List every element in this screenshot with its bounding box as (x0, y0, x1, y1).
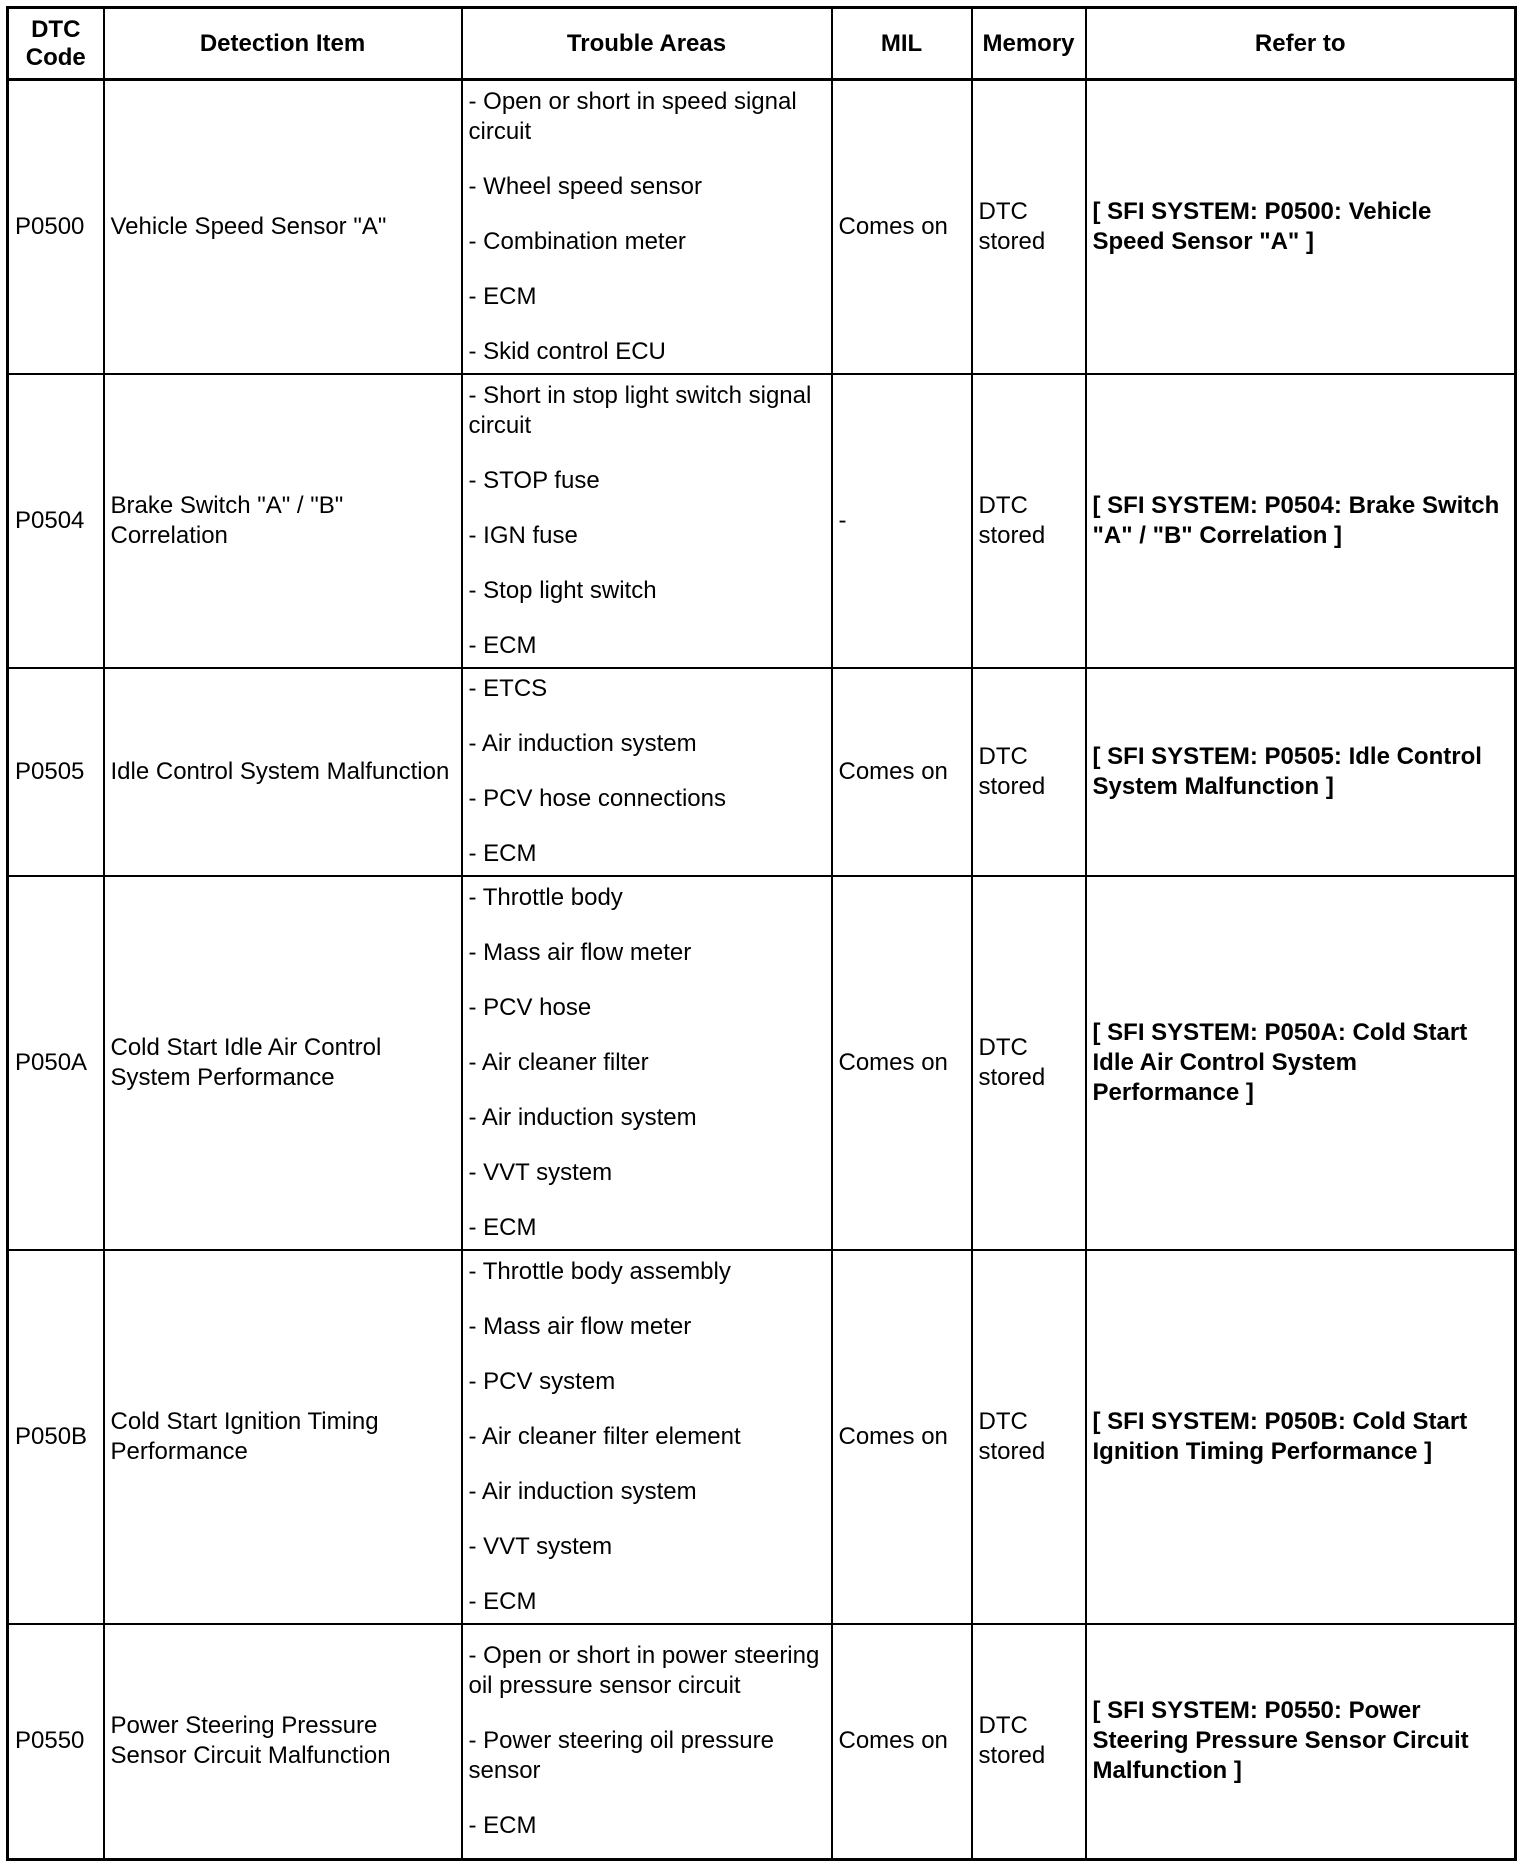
header-mil: MIL (832, 8, 972, 80)
header-detection-item: Detection Item (104, 8, 462, 80)
trouble-area-item: - Power steering oil pressure sensor (468, 1727, 774, 1785)
table-row (8, 374, 1516, 668)
refer-to-link[interactable]: [ SFI SYSTEM: P050B: Cold Start Ignition Timing Performance ] (1086, 1250, 1516, 1624)
memory-cell: DTC stored (972, 1250, 1086, 1624)
trouble-area-item: - Mass air flow meter (468, 938, 692, 966)
trouble-area-item: - Open or short in power steering oil pressure sensor circuit (468, 1642, 820, 1700)
dtc-code-cell: P050A (8, 876, 104, 1250)
trouble-area-item: - Mass air flow meter (468, 1312, 692, 1340)
header-memory: Memory (972, 8, 1086, 80)
trouble-areas-cell (462, 876, 832, 1250)
dtc-code-cell: P0500 (8, 80, 104, 374)
trouble-area-item: - Air cleaner filter (468, 1048, 649, 1076)
mil-cell: Comes on (832, 668, 972, 876)
table-row (8, 1250, 1516, 1624)
trouble-area-item: - Wheel speed sensor (468, 172, 702, 200)
header-refer-to: Refer to (1086, 8, 1516, 80)
trouble-areas-cell (462, 1624, 832, 1860)
trouble-area-item: - ECM (468, 282, 537, 310)
detection-item-cell: Brake Switch "A" / "B" Correlation (104, 374, 462, 668)
refer-to-link[interactable]: [ SFI SYSTEM: P050A: Cold Start Idle Air Control System Performance ] (1086, 876, 1516, 1250)
mil-cell: Comes on (832, 1250, 972, 1624)
refer-to-link[interactable]: [ SFI SYSTEM: P0504: Brake Switch "A" / "B" Correlation ] (1086, 374, 1516, 668)
trouble-area-item: - Short in stop light switch signal circuit (468, 381, 812, 439)
trouble-areas-cell (462, 1250, 832, 1624)
trouble-area-item: - Throttle body (468, 883, 623, 911)
refer-to-link[interactable]: [ SFI SYSTEM: P0500: Vehicle Speed Sensor "A" ] (1086, 80, 1516, 374)
mil-cell: - (832, 374, 972, 668)
memory-cell: DTC stored (972, 1624, 1086, 1860)
trouble-areas-list (469, 1257, 825, 1617)
trouble-area-item: - ECM (468, 1812, 537, 1840)
trouble-areas-cell (462, 668, 832, 876)
memory-cell: DTC stored (972, 668, 1086, 876)
trouble-areas-cell (462, 80, 832, 374)
mil-cell: Comes on (832, 876, 972, 1250)
table-row (8, 80, 1516, 374)
dtc-table-container (6, 6, 1514, 1858)
trouble-areas-list (469, 381, 825, 661)
trouble-area-item: - Stop light switch (468, 576, 657, 604)
trouble-area-item: - Skid control ECU (468, 337, 666, 365)
refer-to-link[interactable]: [ SFI SYSTEM: P0550: Power Steering Pressure Sensor Circuit Malfunction ] (1086, 1624, 1516, 1860)
trouble-area-item: - PCV system (468, 1367, 616, 1395)
mil-cell: Comes on (832, 1624, 972, 1860)
trouble-area-item: - Air induction system (468, 730, 697, 757)
trouble-area-item: - PCV hose connections (468, 785, 726, 812)
header-dtc-code: DTC Code (8, 8, 104, 80)
dtc-code-cell: P0550 (8, 1624, 104, 1860)
trouble-areas-list (469, 883, 825, 1243)
detection-item-cell: Cold Start Ignition Timing Performance (104, 1250, 462, 1624)
trouble-area-item: - VVT system (468, 1532, 613, 1560)
table-row (8, 668, 1516, 876)
detection-item-cell: Idle Control System Malfunction (104, 668, 462, 876)
trouble-areas-list (469, 674, 825, 869)
trouble-area-item: - STOP fuse (468, 466, 600, 494)
trouble-areas-list (469, 87, 825, 367)
table-row (8, 1624, 1516, 1860)
detection-item-cell: Cold Start Idle Air Control System Performance (104, 876, 462, 1250)
trouble-area-item: - Air cleaner filter element (468, 1422, 741, 1450)
dtc-table (6, 6, 1517, 1861)
detection-item-cell: Vehicle Speed Sensor "A" (104, 80, 462, 374)
trouble-areas-cell (462, 374, 832, 668)
memory-cell: DTC stored (972, 374, 1086, 668)
trouble-area-item: - PCV hose (468, 993, 592, 1021)
trouble-area-item: - VVT system (468, 1158, 613, 1186)
trouble-area-item: - ECM (468, 1587, 537, 1615)
trouble-area-item: - Air induction system (468, 1103, 697, 1131)
memory-cell: DTC stored (972, 876, 1086, 1250)
trouble-area-item: - Open or short in speed signal circuit (468, 87, 797, 145)
detection-item-cell: Power Steering Pressure Sensor Circuit Malfunction (104, 1624, 462, 1860)
trouble-area-item: - IGN fuse (468, 521, 578, 549)
header-trouble-areas: Trouble Areas (462, 8, 832, 80)
header-row (8, 8, 1516, 80)
refer-to-link[interactable]: [ SFI SYSTEM: P0505: Idle Control System Malfunction ] (1086, 668, 1516, 876)
trouble-areas-list (469, 1641, 825, 1841)
mil-cell: Comes on (832, 80, 972, 374)
trouble-area-item: - Throttle body assembly (468, 1257, 731, 1285)
memory-cell: DTC stored (972, 80, 1086, 374)
trouble-area-item: - Air induction system (468, 1477, 697, 1505)
trouble-area-item: - ECM (468, 840, 537, 867)
trouble-area-item: - ECM (468, 631, 537, 659)
trouble-area-item: - ETCS (468, 675, 548, 702)
trouble-area-item: - Combination meter (468, 227, 686, 255)
dtc-code-cell: P0504 (8, 374, 104, 668)
trouble-area-item: - ECM (468, 1213, 537, 1241)
table-row (8, 876, 1516, 1250)
dtc-code-cell: P050B (8, 1250, 104, 1624)
dtc-code-cell: P0505 (8, 668, 104, 876)
